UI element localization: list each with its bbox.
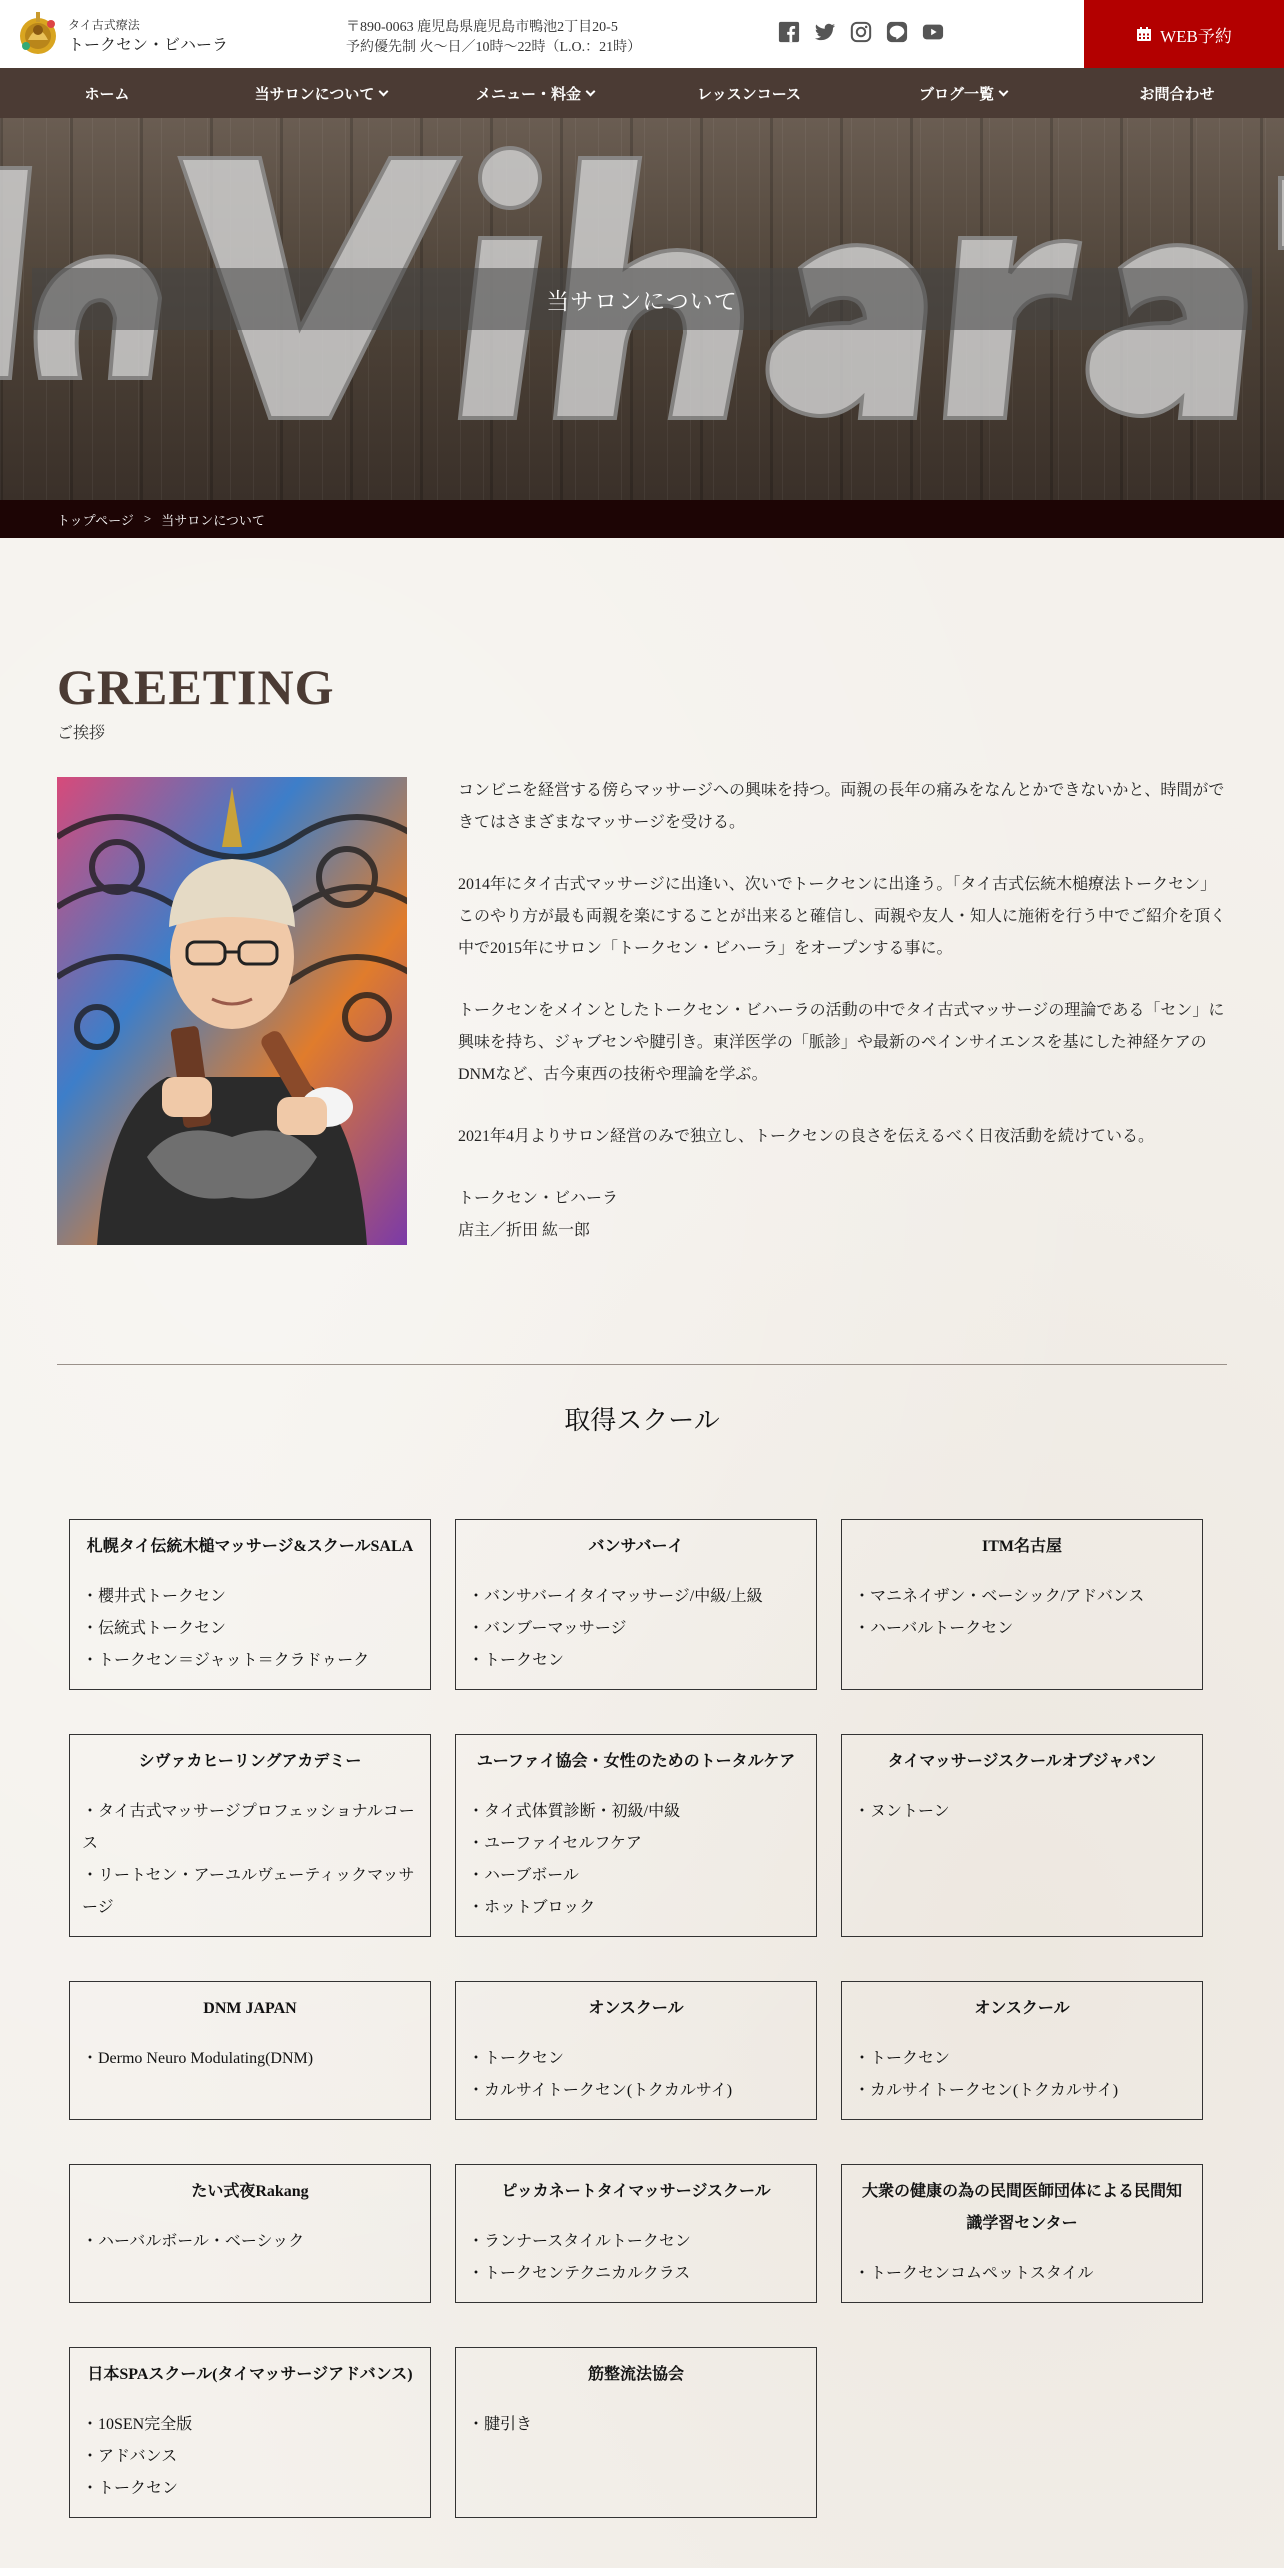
nav-item-label: 当サロンについて [254,86,375,103]
school-name: タイマッサージスクールオブジャパン [887,1753,1157,1770]
greeting-heading: GREETING [57,659,335,715]
course-list [70,1778,430,1936]
course-list [842,2025,1202,2119]
signature-salon: トークセン・ビハーラ [458,1190,619,1207]
schools-heading: 取得スクール [564,1406,720,1435]
school-card [69,1734,431,1937]
greeting-paragraph: トークセンをメインとしたトークセン・ビハーラの活動の中でタイ古式マッサージの理論である「セン」に興味を持ち、ジャブセンや腱引き。東洋医学の「脈診」や最新のペインサイエンスを基にした神経ケアのDNMなど、古今東西の技術や理論を学ぶ。 [458,1002,1225,1083]
school-card [455,2347,817,2518]
nav-item-home[interactable] [0,68,214,118]
course-list [842,1563,1202,1657]
greeting-text [458,775,1228,1247]
course-item: ・櫻井式トークセン [82,1588,227,1605]
greeting-paragraph: 2014年にタイ古式マッサージに出逢い、次いでトークセンに出逢う。「タイ古式伝統木槌療法トークセン」このやり方が最も両親を楽にすることが出来ると確信し、両親や友人・知人に施術を行う中でご紹介を頂く中で2015年にサロン「トークセン・ビハーラ」をオープンする事に。 [458,876,1227,957]
school-name: オンスクール [588,2000,684,2017]
school-name: 日本SPAスクール(タイマッサージアドバンス) [87,2366,413,2383]
course-item: ・トークセンコムペットスタイル [854,2265,1094,2282]
main-nav [0,68,1284,118]
school-card [841,1981,1203,2120]
course-item: ・ハーブボール [468,1867,579,1884]
line-icon[interactable] [886,21,908,43]
school-card [841,2164,1203,2303]
main-content [0,538,1284,2568]
school-name: 大衆の健康の為の民間医師団体による民間知識学習センター [861,2183,1182,2232]
nav-item-lesson[interactable] [642,68,856,118]
school-card [841,1519,1203,1690]
course-item: ・トークセン [854,2050,951,2067]
school-name: バンサバーイ [588,1538,684,1555]
course-item: ・トークセン＝ジャット＝クラドゥーク [82,1652,370,1669]
site-logo[interactable] [18,10,62,58]
greeting-paragraph: 2021年4月よりサロン経営のみで独立し、トークセンの良さを伝えるべく日夜活動を続けている。 [458,1128,1155,1145]
course-item: ・マニネイザン・ベーシック/アドバンス [854,1588,1145,1605]
course-item: ・ホットブロック [468,1899,596,1916]
course-list [456,2025,816,2119]
course-item: ・リートセン・アーユルヴェーティックマッサージ [82,1867,415,1916]
breadcrumb-current: 当サロンについて [161,512,265,528]
web-booking-button[interactable] [1084,0,1284,68]
school-name: シヴァカヒーリングアカデミー [138,1753,362,1770]
calendar-icon [1136,26,1152,42]
chevron-down-icon [379,86,389,96]
course-list [70,2391,430,2517]
course-item: ・バンブーマッサージ [468,1620,627,1637]
instagram-icon[interactable] [850,21,872,43]
hero-banner [0,118,1284,500]
course-item: ・ランナースタイルトークセン [468,2233,691,2250]
school-name: ITM名古屋 [981,1538,1062,1555]
course-list [842,1778,1202,1840]
course-item: ・アドバンス [82,2448,178,2465]
breadcrumb-home-link[interactable]: トップページ [57,512,134,528]
twitter-icon[interactable] [814,21,836,43]
section-divider [57,1364,1227,1365]
address-text: 〒890-0063 鹿児島県鹿児島市鴨池2丁目20-5 [346,20,618,35]
course-item: ・タイ式体質診断・初級/中級 [468,1803,681,1820]
greeting-subheading: ご挨拶 [57,725,106,742]
course-item: ・タイ古式マッサージプロフェッショナルコース [82,1803,415,1852]
course-item: ・ユーファイセルフケア [468,1835,642,1852]
school-card [69,1981,431,2120]
school-card [455,1734,817,1937]
school-name: ユーファイ協会・女性のためのトータルケア [476,1753,796,1770]
course-item: ・腱引き [468,2416,533,2433]
chevron-down-icon [999,86,1009,96]
course-item: ・10SEN完全版 [82,2416,193,2433]
breadcrumb [0,500,1284,538]
school-name: ピッカネートタイマッサージスクール [501,2183,771,2200]
school-name: オンスクール [974,2000,1070,2017]
school-card [841,1734,1203,1937]
course-list [70,2025,430,2087]
course-item: ・トークセン [468,1652,565,1669]
course-list [842,2240,1202,2302]
owner-portrait-image [57,777,407,1245]
course-list [456,2391,816,2453]
facebook-icon[interactable] [778,21,800,43]
nav-item-label: お問合わせ [1139,86,1215,103]
school-name: 札幌タイ伝統木槌マッサージ&スクールSALA [86,1538,414,1555]
brand-name[interactable]: トークセン・ビハーラ [68,37,229,54]
course-item: ・バンサバーイタイマッサージ/中級/上級 [468,1588,763,1605]
course-item: ・トークセン [82,2480,179,2497]
site-header [0,0,1284,68]
nav-item-blog[interactable] [856,68,1070,118]
hero-title-band [32,268,1252,330]
page-title: 当サロンについて [546,288,738,314]
course-item: ・トークセン [468,2050,565,2067]
web-booking-label: WEB予約 [1160,26,1232,46]
breadcrumb-separator: > [143,511,152,526]
course-item: ・カルサイトークセン(トクカルサイ) [854,2082,1119,2099]
nav-item-label: ホーム [84,86,130,103]
course-item: ・伝統式トークセン [82,1620,227,1637]
nav-item-menu-price[interactable] [428,68,642,118]
nav-item-label: ブログ一覧 [918,86,994,103]
course-item: ・カルサイトークセン(トクカルサイ) [468,2082,733,2099]
opening-hours-text: 予約優先制 火～日／10時～22時（L.O.：21時） [346,40,642,55]
course-item: ・トークセンテクニカルクラス [468,2265,691,2282]
school-card [455,1519,817,1690]
course-item: ・ハーバルボール・ベーシック [82,2233,305,2250]
school-card [455,2164,817,2303]
nav-item-contact[interactable] [1070,68,1284,118]
course-list [456,2208,816,2302]
school-card [455,1981,817,2120]
course-list [70,1563,430,1689]
nav-item-label: メニュー・料金 [475,86,581,103]
school-card [69,1519,431,1690]
school-name: 筋整流法協会 [587,2366,684,2383]
chevron-down-icon [586,86,596,96]
signature-owner: 店主／折田 紘一郎 [458,1222,591,1239]
greeting-paragraph: コンビニを経営する傍らマッサージへの興味を持つ。両親の長年の痛みをなんとかできないかと、時間ができてはさまざまなマッサージを受ける。 [458,782,1225,831]
school-card [69,2347,431,2518]
course-list [456,1563,816,1689]
course-item: ・Dermo Neuro Modulating(DNM) [82,2050,314,2067]
nav-item-label: レッスンコース [696,86,802,103]
school-card [69,2164,431,2303]
course-item: ・ヌントーン [854,1803,950,1820]
course-list [456,1778,816,1936]
youtube-icon[interactable] [922,21,944,43]
social-links [778,21,944,43]
brand-tagline: タイ古式療法 [68,18,140,32]
school-name: たい式夜Rakang [191,2183,309,2200]
school-name: DNM JAPAN [203,2000,297,2017]
course-list [70,2208,430,2270]
course-item: ・ハーバルトークセン [854,1620,1014,1637]
nav-item-about[interactable] [214,68,428,118]
